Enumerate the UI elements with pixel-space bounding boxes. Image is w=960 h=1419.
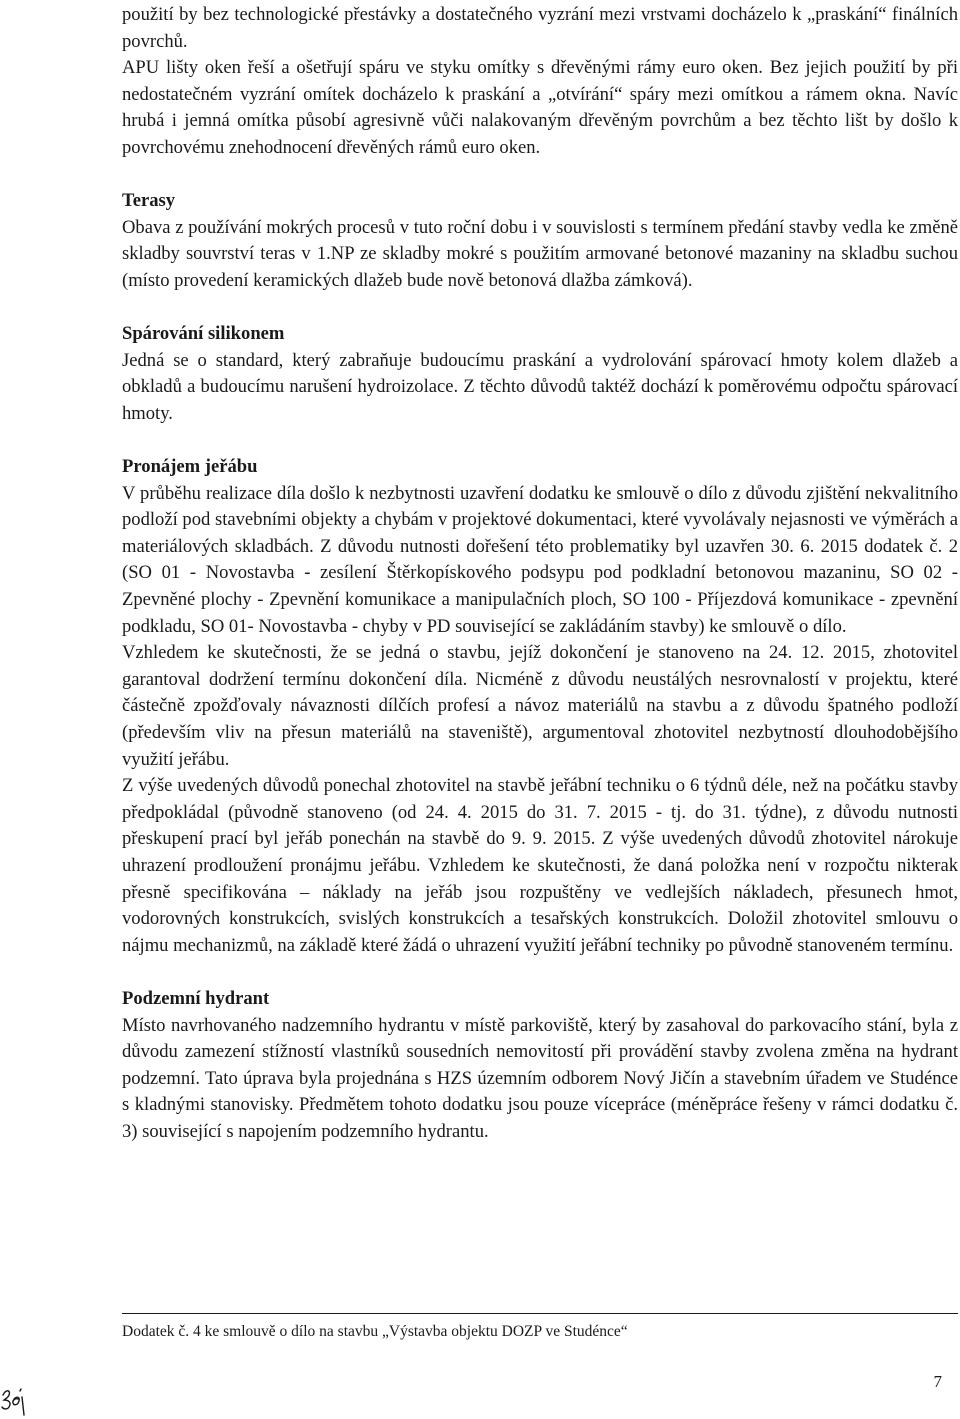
heading-podzemni-hydrant: Podzemní hydrant xyxy=(122,987,270,1009)
heading-sparovani-silikonem: Spárování silikonem xyxy=(122,323,285,345)
paragraph-sparovani-silikonem: Jedná se o standard, který zabraňuje budoucímu praskání a vydrolování spárovací hmoty kolem dlažeb a obkladů a budoucímu narušení hydroizolace. Z těchto důvodů taktéž dochází k poměrovému odpočtu spárovací hmoty. xyxy=(122,349,958,424)
paragraph-apu-lists: APU lišty oken řeší a ošetřují spáru ve styku omítky s dřevěnými rámy euro oken. Bez jejich použití by při nedostatečném vyzrání omítek docházelo k praskání a „otvírání“ spáry mezi omítkou a rámem okna. Navíc hrubá i jemná omítka působí agresivně vůči nalakovaným dřevěným povrchům a bez těchto lišt by došlo k povrchovému znehodnocení dřevěných rámů euro oken. xyxy=(122,57,958,158)
handwritten-initials-mark xyxy=(0,1385,30,1419)
spacer xyxy=(122,959,958,986)
paragraph-pronajem-jerabu-3: Z výše uvedených důvodů ponechal zhotovitel na stavbě jeřábní techniku o 6 týdnů déle, než na počátku stavby předpokládal (původně stanoveno (od 24. 4. 2015 do 31. 7. 2015 - tj. do 31. týdne), z důvodu nutnosti přeskupení prací byl jeřáb ponechán na stavbě do 9. 9. 2015. Z výše uvedených důvodů zhotovitel nárokuje uhrazení prodloužení pronájmu jeřábu. Vzhledem ke skutečnosti, že daná položka není v rozpočtu nikterak přesně specifikována – náklady na jeřáb jsou rozpuštěny ve vedlejších nákladech, přesunech hmot, vodorovných konstrukcích, svislých konstrukcích a tesařských konstrukcích. Doložil zhotovitel smlouvu o nájmu mechanizmů, na základě které žádá o uhrazení využití jeřábní techniky po původně stanoveném termínu. xyxy=(122,775,958,956)
paragraph-terasy: Obava z používání mokrých procesů v tuto roční dobu i v souvislosti s termínem předání stavby vedla ke změně skladby souvrství teras v 1.NP ze skladby mokré s použitím armované betonové mazaniny na skladbu suchou (místo provedení keramických dlažeb bude nově betonová dlažba zámková). xyxy=(122,216,958,291)
paragraph-podzemni-hydrant: Místo navrhovaného nadzemního hydrantu v místě parkoviště, který by zasahoval do parkovacího stání, byla z důvodu zamezení stížností vlastníků sousedních nemovitostí při provádění stavby zvolena změna na hydrant podzemní. Tato úprava byla projednána s HZS územním odborem Nový Jičín a stavebním úřadem ve Studénce s kladnými stanovisky. Předmětem tohoto dodatku jsou pouze vícepráce (méněpráce řešeny v rámci dodatku č. 3) související s napojením podzemního hydrantu. xyxy=(122,1014,958,1142)
spacer xyxy=(122,295,958,322)
page-number: 7 xyxy=(933,1372,942,1391)
paragraph-pronajem-jerabu-2: Vzhledem ke skutečnosti, že se jedná o stavbu, jejíž dokončení je stanoveno na 24. 12. 2015, zhotovitel garantoval dodržení termínu dokončení díla. Nicméně z důvodu neustálých nesrovnalostí v projektu, které částečně zpožďovaly návaznosti dílčích profesí a návoz materiálů na stavbu a z důvodu špatného podloží (především vliv na přesun materiálů na staveniště), argumentoval zhotovitel nezbytností dlouhodobějšího využití jeřábu. xyxy=(122,642,958,770)
heading-terasy: Terasy xyxy=(122,190,176,212)
paragraph-pronajem-jerabu-1: V průběhu realizace díla došlo k nezbytnosti uzavření dodatku ke smlouvě o dílo z důvodu zjištění nekvalitního podloží pod stavebními objekty a chybám v projektové dokumentaci, které vyvolávaly nejasnosti ve výměrách a materiálových skladbách. Z důvodu nutnosti dořešení této problematiky byl uzavřen 30. 6. 2015 dodatek č. 2 (SO 01 - Novostavba - zesílení Štěrkopískového podsypu pod podkladní betonovou mazaninu, SO 02 - Zpevněné plochy - Zpevnění komunikace a manipulačních ploch, SO 100 - Příjezdová komunikace - zpevnění podkladu, SO 01- Novostavba - chyby v PD související se zakládáním stavby) ke smlouvě o dílo. xyxy=(122,482,958,637)
heading-pronajem-jerabu: Pronájem jeřábu xyxy=(122,456,258,478)
spacer xyxy=(122,162,958,189)
spacer xyxy=(122,428,958,455)
footer-document-title: Dodatek č. 4 ke smlouvě o dílo na stavbu „Výstavba objektu DOZP ve Studénce“ xyxy=(122,1323,628,1340)
paragraph-continuation: použití by bez technologické přestávky a dostatečného vyzrání mezi vrstvami docházelo k „praskání“ finálních povrchů. xyxy=(122,4,958,52)
footer-divider xyxy=(122,1313,958,1314)
document-body xyxy=(122,2,958,1146)
